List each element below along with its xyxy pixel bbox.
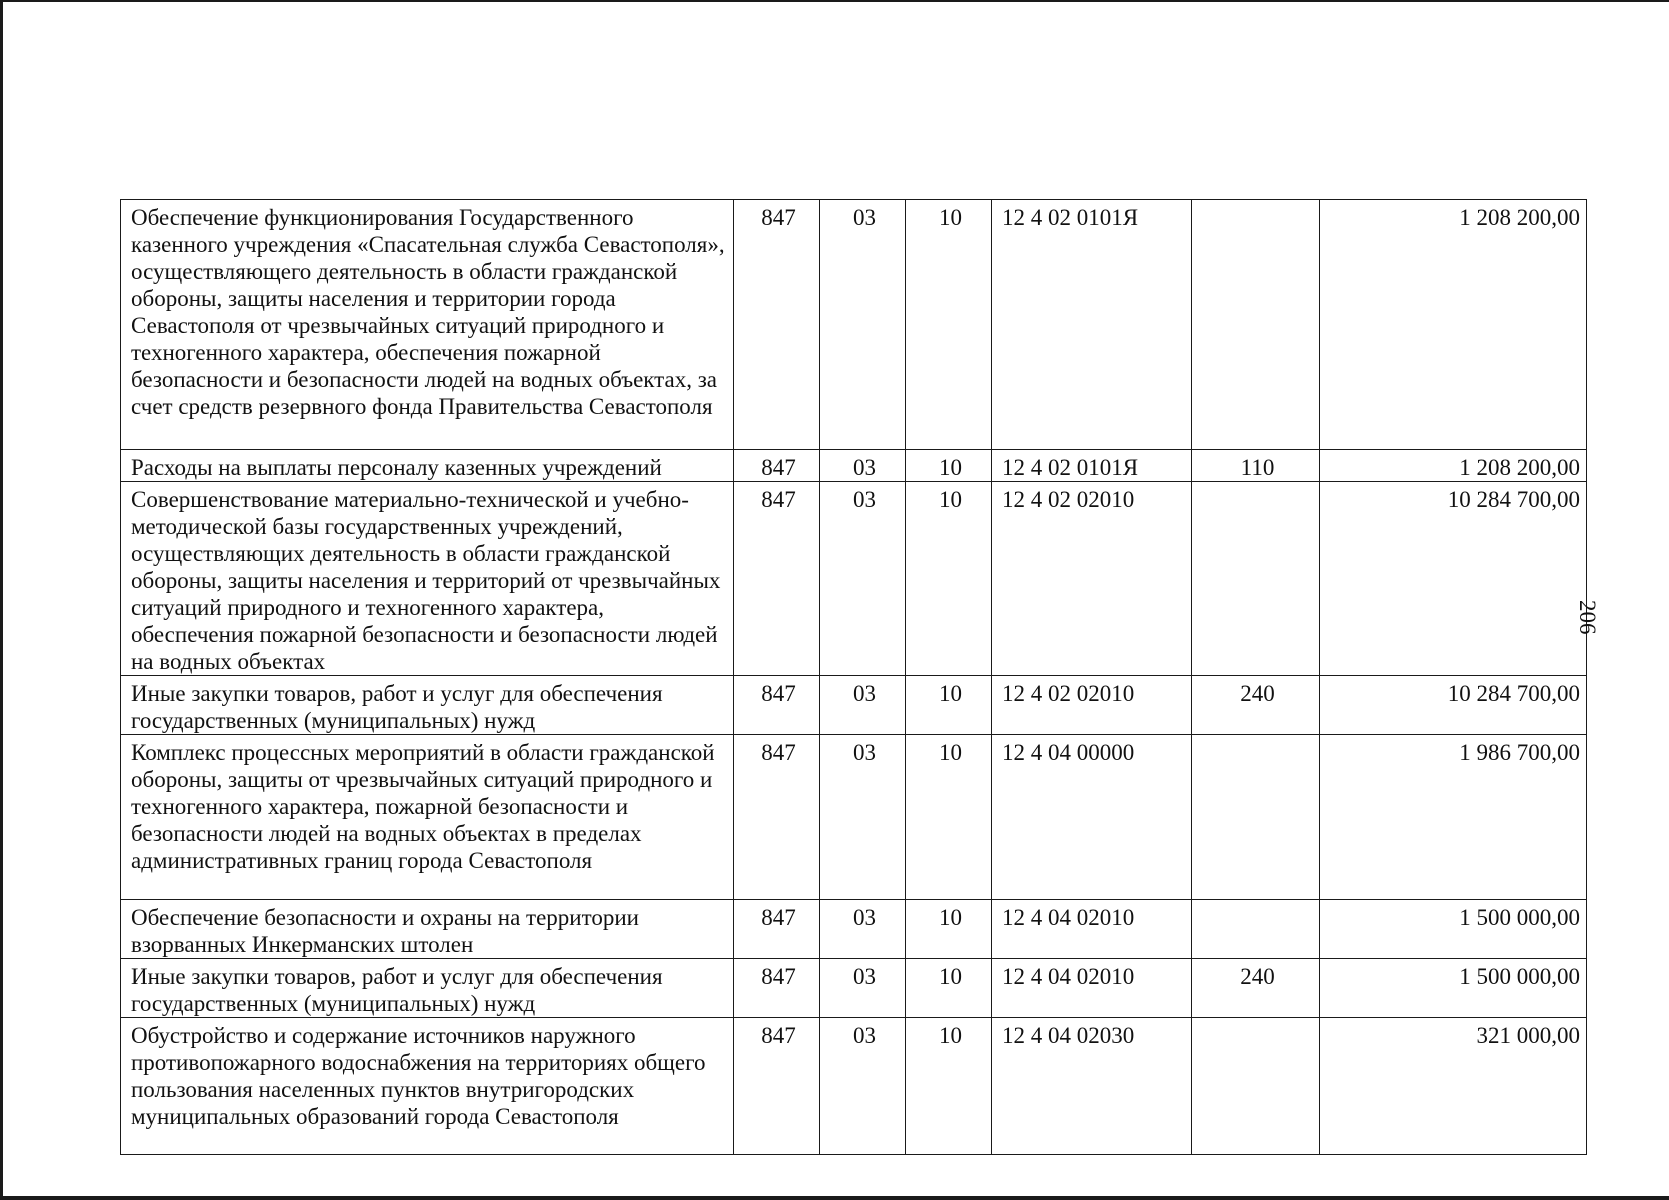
ved-cell: 847 bbox=[734, 900, 820, 959]
section-cell: 03 bbox=[820, 735, 906, 900]
amount-cell: 10 284 700,00 bbox=[1320, 676, 1587, 735]
table-row bbox=[121, 959, 1587, 1018]
row-name-cell: Обустройство и содержание источников наружного противопожарного водоснабжения на территориях общего пользования населенных пунктов внутригородских муниципальных образований города Севастополя bbox=[121, 1018, 734, 1155]
section-cell: 03 bbox=[820, 1018, 906, 1155]
scan-edge-bottom bbox=[0, 1196, 1669, 1200]
subsection-cell: 10 bbox=[906, 676, 992, 735]
row-name-cell: Обеспечение безопасности и охраны на территории взорванных Инкерманских штолен bbox=[121, 900, 734, 959]
table-row bbox=[121, 1018, 1587, 1155]
section-cell: 03 bbox=[820, 482, 906, 676]
subsection-cell: 10 bbox=[906, 200, 992, 450]
row-name-cell: Комплекс процессных мероприятий в области гражданской обороны, защиты от чрезвычайных ситуаций природного и техногенного характера, пожарной безопасности и безопасности людей на водных объектах в пределах административных границ города Севастополя bbox=[121, 735, 734, 900]
expense-type-cell bbox=[1192, 900, 1320, 959]
target-article-cell: 12 4 04 02010 bbox=[992, 959, 1192, 1018]
target-article-cell: 12 4 04 02010 bbox=[992, 900, 1192, 959]
scan-edge-left bbox=[0, 0, 3, 1200]
expense-type-cell: 110 bbox=[1192, 450, 1320, 482]
row-name-cell: Расходы на выплаты персоналу казенных учреждений bbox=[121, 450, 734, 482]
table-row bbox=[121, 450, 1587, 482]
target-article-cell: 12 4 02 02010 bbox=[992, 676, 1192, 735]
ved-cell: 847 bbox=[734, 676, 820, 735]
section-cell: 03 bbox=[820, 900, 906, 959]
subsection-cell: 10 bbox=[906, 450, 992, 482]
row-name-cell: Иные закупки товаров, работ и услуг для обеспечения государственных (муниципальных) нужд bbox=[121, 676, 734, 735]
section-cell: 03 bbox=[820, 450, 906, 482]
amount-cell: 10 284 700,00 bbox=[1320, 482, 1587, 676]
expense-type-cell: 240 bbox=[1192, 676, 1320, 735]
subsection-cell: 10 bbox=[906, 482, 992, 676]
ved-cell: 847 bbox=[734, 450, 820, 482]
ved-cell: 847 bbox=[734, 200, 820, 450]
amount-cell: 1 986 700,00 bbox=[1320, 735, 1587, 900]
row-name-cell: Обеспечение функционирования Государственного казенного учреждения «Спасательная служба Севастополя», осуществляющего деятельность в области гражданской обороны, защиты населения и территории города Севастополя от чрезвычайных ситуаций природного и техногенного характера, обеспечения пожарной безопасности и безопасности людей на водных объектах, за счет средств резервного фонда Правительства Севастополя bbox=[121, 200, 734, 450]
amount-cell: 1 500 000,00 bbox=[1320, 900, 1587, 959]
expense-type-cell: 240 bbox=[1192, 959, 1320, 1018]
amount-cell: 1 208 200,00 bbox=[1320, 450, 1587, 482]
table-row bbox=[121, 200, 1587, 450]
ved-cell: 847 bbox=[734, 1018, 820, 1155]
ved-cell: 847 bbox=[734, 735, 820, 900]
section-cell: 03 bbox=[820, 200, 906, 450]
section-cell: 03 bbox=[820, 676, 906, 735]
amount-cell: 1 500 000,00 bbox=[1320, 959, 1587, 1018]
section-cell: 03 bbox=[820, 959, 906, 1018]
target-article-cell: 12 4 02 0101Я bbox=[992, 200, 1192, 450]
amount-cell: 1 208 200,00 bbox=[1320, 200, 1587, 450]
target-article-cell: 12 4 02 02010 bbox=[992, 482, 1192, 676]
subsection-cell: 10 bbox=[906, 735, 992, 900]
row-name-cell: Иные закупки товаров, работ и услуг для обеспечения государственных (муниципальных) нужд bbox=[121, 959, 734, 1018]
expense-type-cell bbox=[1192, 735, 1320, 900]
page-number: 206 bbox=[1575, 600, 1600, 635]
target-article-cell: 12 4 02 0101Я bbox=[992, 450, 1192, 482]
ved-cell: 847 bbox=[734, 959, 820, 1018]
subsection-cell: 10 bbox=[906, 1018, 992, 1155]
subsection-cell: 10 bbox=[906, 900, 992, 959]
expense-type-cell bbox=[1192, 482, 1320, 676]
ved-cell: 847 bbox=[734, 482, 820, 676]
scan-edge-top bbox=[0, 0, 1669, 2]
row-name-cell: Совершенствование материально-технической и учебно-методической базы государственных учреждений, осуществляющих деятельность в области гражданской обороны, защиты населения и территорий от чрезвычайных ситуаций природного и техногенного характера, обеспечения пожарной безопасности и безопасности людей на водных объектах bbox=[121, 482, 734, 676]
table-row bbox=[121, 900, 1587, 959]
expense-type-cell bbox=[1192, 1018, 1320, 1155]
amount-cell: 321 000,00 bbox=[1320, 1018, 1587, 1155]
table-row bbox=[121, 676, 1587, 735]
target-article-cell: 12 4 04 00000 bbox=[992, 735, 1192, 900]
subsection-cell: 10 bbox=[906, 959, 992, 1018]
table-row bbox=[121, 735, 1587, 900]
table-row bbox=[121, 482, 1587, 676]
expense-type-cell bbox=[1192, 200, 1320, 450]
budget-table bbox=[120, 199, 1587, 1155]
target-article-cell: 12 4 04 02030 bbox=[992, 1018, 1192, 1155]
